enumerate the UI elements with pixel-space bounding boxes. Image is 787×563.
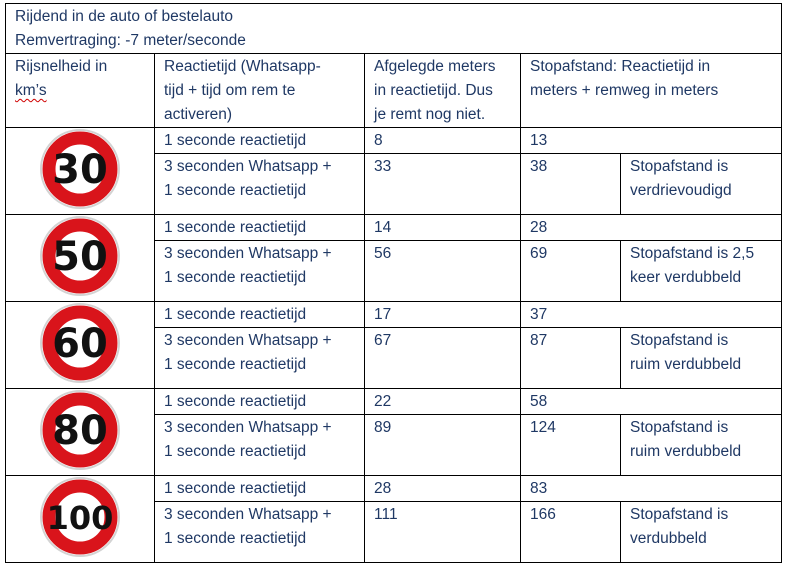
table-title: Rijdend in de auto of bestelauto bbox=[15, 8, 234, 25]
stopping-distance: 28 bbox=[521, 215, 782, 241]
note-line-2: verdubbeld bbox=[630, 530, 707, 547]
whatsapp-reaction-meters: 33 bbox=[365, 154, 521, 215]
reaction-header-line-1: Reactietijd (Whatsapp- bbox=[164, 58, 321, 75]
note-line-1: Stopafstand is bbox=[630, 332, 729, 349]
whatsapp-reaction-label bbox=[155, 415, 365, 476]
stopping-distance: 13 bbox=[521, 128, 782, 154]
column-header-row bbox=[6, 54, 782, 128]
whatsapp-label-line-2: 1 seconde reactietijd bbox=[164, 182, 307, 199]
distance-header-line-1: Afgelegde meters bbox=[374, 58, 496, 75]
speed-sign-cell bbox=[6, 476, 155, 563]
speed-value: 60 bbox=[52, 321, 108, 367]
whatsapp-reaction-meters: 67 bbox=[365, 328, 521, 389]
whatsapp-label-line-1: 3 seconden Whatsapp + bbox=[164, 506, 332, 523]
reaction-meters: 14 bbox=[365, 215, 521, 241]
note-line-1: Stopafstand is 2,5 bbox=[630, 245, 755, 262]
whatsapp-reaction-meters: 111 bbox=[365, 502, 521, 563]
whatsapp-stopping-distance: 38 bbox=[521, 154, 621, 215]
table-title-cell bbox=[6, 4, 782, 54]
whatsapp-stopping-distance: 69 bbox=[521, 241, 621, 302]
stopping-column-header bbox=[521, 54, 782, 128]
speed-limit-sign-icon bbox=[40, 129, 120, 209]
speed-value: 30 bbox=[52, 147, 108, 193]
speed-limit-sign-icon bbox=[40, 303, 120, 383]
whatsapp-stopping-distance: 166 bbox=[521, 502, 621, 563]
stopping-comparison-note bbox=[621, 415, 782, 476]
whatsapp-reaction-label bbox=[155, 328, 365, 389]
whatsapp-label-line-1: 3 seconden Whatsapp + bbox=[164, 332, 332, 349]
speed-header-line-2: km’s bbox=[15, 82, 47, 99]
whatsapp-label-line-2: 1 seconde reactietijd bbox=[164, 530, 307, 547]
reaction-meters: 28 bbox=[365, 476, 521, 502]
note-line-1: Stopafstand is bbox=[630, 506, 729, 523]
whatsapp-reaction-label bbox=[155, 502, 365, 563]
speed-value: 100 bbox=[46, 499, 114, 537]
whatsapp-label-line-1: 3 seconden Whatsapp + bbox=[164, 245, 332, 262]
reaction-label: 1 seconde reactietijd bbox=[155, 128, 365, 154]
whatsapp-stopping-distance: 87 bbox=[521, 328, 621, 389]
speed-column-header bbox=[6, 54, 155, 128]
note-line-2: keer verdubbeld bbox=[630, 269, 742, 286]
distance-column-header bbox=[365, 54, 521, 128]
whatsapp-reaction-meters: 56 bbox=[365, 241, 521, 302]
speed-value: 50 bbox=[52, 234, 108, 280]
stopping-comparison-note bbox=[621, 502, 782, 563]
reaction-label: 1 seconde reactietijd bbox=[155, 476, 365, 502]
reaction-meters: 17 bbox=[365, 302, 521, 328]
title-row bbox=[6, 4, 782, 54]
note-line-2: ruim verdubbeld bbox=[630, 443, 742, 460]
note-line-1: Stopafstand is bbox=[630, 419, 729, 436]
whatsapp-label-line-1: 3 seconden Whatsapp + bbox=[164, 419, 332, 436]
stopping-distance: 37 bbox=[521, 302, 782, 328]
reaction-meters: 22 bbox=[365, 389, 521, 415]
stopping-header-line-1: Stopafstand: Reactietijd in bbox=[530, 58, 711, 75]
note-line-1: Stopafstand is bbox=[630, 158, 729, 175]
table-row bbox=[6, 302, 782, 328]
speed-limit-sign-icon bbox=[40, 477, 120, 557]
stopping-comparison-note bbox=[621, 241, 782, 302]
reaction-meters: 8 bbox=[365, 128, 521, 154]
whatsapp-label-line-1: 3 seconden Whatsapp + bbox=[164, 158, 332, 175]
distance-header-line-2: in reactietijd. Dus bbox=[374, 82, 493, 99]
table-row bbox=[6, 389, 782, 415]
whatsapp-reaction-label bbox=[155, 154, 365, 215]
table-row bbox=[6, 476, 782, 502]
stopping-comparison-note bbox=[621, 328, 782, 389]
reaction-header-line-3: activeren) bbox=[164, 106, 233, 123]
reaction-label: 1 seconde reactietijd bbox=[155, 389, 365, 415]
whatsapp-stopping-distance: 124 bbox=[521, 415, 621, 476]
speed-limit-sign-icon bbox=[40, 390, 120, 470]
speed-sign-cell bbox=[6, 302, 155, 389]
speed-limit-sign-icon bbox=[40, 216, 120, 296]
stopping-distance-table bbox=[5, 3, 782, 563]
stopping-header-line-2: meters + remweg in meters bbox=[530, 82, 719, 99]
distance-header-line-3: je remt nog niet. bbox=[374, 106, 486, 123]
table-row bbox=[6, 128, 782, 154]
whatsapp-label-line-2: 1 seconde reactietijd bbox=[164, 269, 307, 286]
note-line-2: ruim verdubbeld bbox=[630, 356, 742, 373]
whatsapp-label-line-2: 1 seconde reactietijd bbox=[164, 356, 307, 373]
whatsapp-label-line-2: 1 seconde reactietijd bbox=[164, 443, 307, 460]
reaction-column-header bbox=[155, 54, 365, 128]
speed-rows bbox=[6, 128, 782, 563]
reaction-header-line-2: tijd + tijd om rem te bbox=[164, 82, 296, 99]
whatsapp-reaction-label bbox=[155, 241, 365, 302]
speed-sign-cell bbox=[6, 128, 155, 215]
stopping-distance: 83 bbox=[521, 476, 782, 502]
speed-sign-cell bbox=[6, 389, 155, 476]
whatsapp-reaction-meters: 89 bbox=[365, 415, 521, 476]
reaction-label: 1 seconde reactietijd bbox=[155, 302, 365, 328]
table-row bbox=[6, 215, 782, 241]
reaction-label: 1 seconde reactietijd bbox=[155, 215, 365, 241]
speed-value: 80 bbox=[52, 408, 108, 454]
note-line-2: verdrievoudigd bbox=[630, 182, 732, 199]
speed-header-line-1: Rijsnelheid in bbox=[15, 58, 108, 75]
speed-sign-cell bbox=[6, 215, 155, 302]
deceleration-note: Remvertraging: -7 meter/seconde bbox=[15, 32, 246, 49]
stopping-distance: 58 bbox=[521, 389, 782, 415]
stopping-comparison-note bbox=[621, 154, 782, 215]
